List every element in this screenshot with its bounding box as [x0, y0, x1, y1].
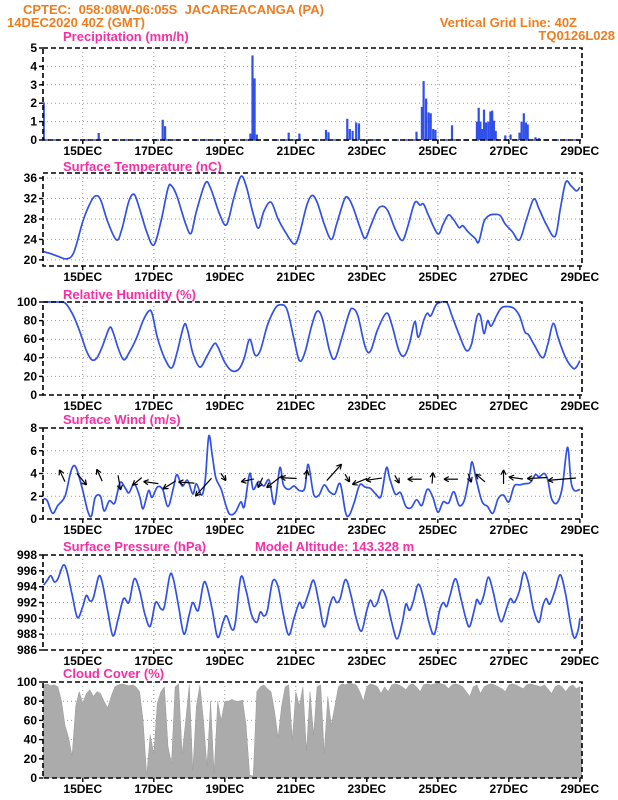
wind-arrow — [430, 473, 435, 484]
precipitation-series — [43, 55, 541, 140]
x-tick-label: 21DEC — [276, 654, 316, 668]
y-tick-label: 2 — [30, 96, 37, 111]
precip-bar — [355, 123, 357, 141]
x-tick-label: 23DEC — [347, 654, 387, 668]
model-altitude-label: Model Altitude: 143.328 m — [255, 539, 415, 554]
precip-bar — [249, 134, 251, 140]
precip-bar — [425, 99, 427, 140]
x-tick-label: 15DEC — [63, 654, 103, 668]
x-tick-label: 21DEC — [276, 144, 316, 158]
wind-arrow — [327, 464, 342, 480]
x-tick-label: 19DEC — [205, 654, 245, 668]
y-tick-label: 3 — [30, 77, 37, 92]
y-tick-label: 20 — [23, 369, 37, 384]
precip-bar — [251, 55, 253, 140]
y-tick-label: 40 — [23, 350, 37, 365]
x-tick-label: 19DEC — [205, 523, 245, 537]
precip-bar — [518, 133, 520, 140]
x-tick-label: 29DEC — [560, 144, 600, 158]
y-tick-label: 6 — [30, 443, 37, 458]
y-tick-label: 100 — [16, 675, 37, 689]
precip-bar — [434, 130, 436, 140]
precip-bar — [523, 113, 525, 140]
panel-title-relative-humidity: Relative Humidity (%) — [63, 287, 196, 302]
precip-bar — [487, 122, 489, 140]
x-tick-label: 19DEC — [205, 144, 245, 158]
precip-bar — [510, 135, 512, 141]
wind-arrow — [395, 475, 400, 483]
y-tick-label: 80 — [23, 694, 37, 709]
precip-bar — [325, 130, 327, 140]
x-tick-label: 19DEC — [205, 270, 245, 284]
y-tick-label: 990 — [16, 611, 37, 626]
precip-bar — [254, 78, 256, 140]
y-tick-label: 998 — [16, 548, 37, 562]
x-tick-label: 27DEC — [489, 399, 529, 413]
precip-bar — [352, 131, 354, 140]
x-tick-label: 29DEC — [560, 523, 600, 537]
x-tick-label: 17DEC — [134, 523, 174, 537]
relative-humidity-line — [44, 301, 580, 371]
precip-bar — [346, 119, 348, 140]
y-tick-label: 0 — [30, 512, 37, 526]
precip-bar — [428, 112, 430, 140]
panel-frame — [43, 48, 582, 140]
y-tick-label: 8 — [30, 421, 37, 435]
grid-line-note: Vertical Grid Line: 40Z — [439, 15, 577, 30]
y-tick-label: 28 — [23, 211, 37, 226]
panel-title-precipitation: Precipitation (mm/h) — [63, 29, 189, 44]
y-tick-label: 80 — [23, 313, 37, 328]
x-tick-label: 27DEC — [489, 523, 529, 537]
model-id: TQ0126L028 — [538, 28, 615, 43]
precip-bar — [451, 125, 453, 140]
precip-bar — [495, 131, 497, 140]
y-tick-label: 0 — [30, 771, 37, 785]
y-tick-label: 36 — [23, 171, 37, 186]
surface-wind-line — [44, 435, 580, 516]
x-tick-label: 15DEC — [63, 523, 103, 537]
x-tick-label: 27DEC — [489, 782, 529, 796]
x-tick-label: 23DEC — [347, 144, 387, 158]
panel-cloud-cover — [17, 675, 600, 796]
y-tick-label: 2 — [30, 489, 37, 504]
y-tick-label: 40 — [23, 732, 37, 747]
y-tick-label: 60 — [23, 332, 37, 347]
precip-bar — [527, 124, 529, 140]
precip-bar — [358, 123, 360, 140]
x-tick-label: 15DEC — [63, 399, 103, 413]
x-tick-label: 23DEC — [347, 523, 387, 537]
x-tick-label: 15DEC — [63, 782, 103, 796]
x-tick-label: 25DEC — [418, 144, 458, 158]
x-tick-label: 29DEC — [560, 399, 600, 413]
x-tick-label: 19DEC — [205, 399, 245, 413]
surface-wind-series — [44, 435, 580, 516]
precip-bar — [98, 133, 100, 140]
wind-arrow — [345, 474, 350, 482]
x-tick-label: 23DEC — [347, 270, 387, 284]
wind-arrow — [501, 470, 506, 484]
x-tick-label: 21DEC — [276, 270, 316, 284]
y-tick-label: 1 — [30, 114, 37, 129]
wind-arrow — [59, 470, 65, 482]
precip-bar — [288, 133, 290, 140]
x-tick-label: 27DEC — [489, 144, 529, 158]
panel-relative-humidity — [17, 295, 600, 413]
panel-surface-pressure — [17, 548, 600, 668]
x-tick-label: 29DEC — [560, 654, 600, 668]
surface-pressure-line — [44, 565, 580, 639]
wind-arrow — [281, 475, 297, 480]
y-tick-label: 24 — [23, 232, 37, 247]
y-tick-label: 0 — [30, 388, 37, 402]
y-tick-label: 4 — [30, 466, 37, 481]
x-tick-label: 15DEC — [63, 270, 103, 284]
precip-bar — [415, 132, 417, 140]
surface-pressure-series — [44, 565, 580, 639]
surface-temperature-series — [44, 176, 580, 259]
y-tick-label: 994 — [16, 579, 37, 594]
precip-bar — [327, 132, 329, 140]
run-datetime: 14DEC2020 40Z (GMT) — [7, 15, 145, 30]
x-tick-label: 15DEC — [63, 144, 103, 158]
wind-arrow — [221, 473, 226, 480]
x-tick-label: 25DEC — [418, 399, 458, 413]
x-tick-label: 25DEC — [418, 782, 458, 796]
precip-bar — [164, 126, 166, 140]
x-tick-label: 21DEC — [276, 782, 316, 796]
x-tick-label: 25DEC — [418, 523, 458, 537]
y-tick-label: 20 — [23, 751, 37, 766]
panel-surface-temperature — [24, 171, 600, 284]
panel-title-surface-pressure: Surface Pressure (hPa) — [63, 539, 207, 554]
wind-arrow — [366, 477, 382, 482]
panel-title-surface-wind: Surface Wind (m/s) — [63, 412, 181, 427]
relative-humidity-series — [44, 301, 580, 371]
x-tick-label: 27DEC — [489, 654, 529, 668]
wind-arrow — [96, 469, 102, 481]
panel-title-surface-temperature: Surface Temperature (nC) — [63, 159, 222, 174]
x-tick-label: 17DEC — [134, 270, 174, 284]
precip-bar — [256, 135, 258, 141]
wind-arrow — [408, 477, 422, 482]
surface-temperature-line — [44, 176, 580, 259]
precip-bar — [521, 122, 523, 140]
precip-bar — [430, 113, 432, 140]
wind-arrow — [144, 480, 159, 485]
panel-frame — [43, 302, 582, 395]
x-tick-label: 21DEC — [276, 523, 316, 537]
x-tick-label: 17DEC — [134, 144, 174, 158]
precip-bar — [162, 120, 164, 140]
y-tick-label: 992 — [16, 595, 37, 610]
x-tick-label: 17DEC — [134, 782, 174, 796]
x-tick-label: 17DEC — [134, 399, 174, 413]
y-tick-label: 988 — [16, 627, 37, 642]
x-tick-label: 29DEC — [560, 782, 600, 796]
precip-bar — [349, 129, 351, 140]
y-tick-label: 986 — [16, 643, 37, 657]
precip-bar — [483, 110, 485, 140]
y-tick-label: 996 — [16, 563, 37, 578]
x-tick-label: 29DEC — [560, 270, 600, 284]
wind-arrow — [132, 478, 141, 486]
x-tick-label: 25DEC — [418, 270, 458, 284]
x-tick-label: 27DEC — [489, 270, 529, 284]
wind-arrow — [509, 475, 523, 480]
x-tick-label: 19DEC — [205, 782, 245, 796]
y-tick-label: 60 — [23, 713, 37, 728]
precip-bar — [298, 134, 300, 140]
panel-precipitation — [30, 41, 599, 158]
precip-bar — [423, 81, 425, 140]
x-tick-label: 25DEC — [418, 654, 458, 668]
x-tick-label: 21DEC — [276, 399, 316, 413]
y-tick-label: 20 — [23, 252, 37, 267]
x-tick-label: 17DEC — [134, 654, 174, 668]
station-header: CPTEC: 058:08W-06:05S JACAREACANGA (PA) — [23, 2, 324, 17]
y-tick-label: 100 — [16, 295, 37, 309]
precip-bar — [485, 123, 487, 141]
y-tick-label: 4 — [30, 59, 37, 74]
y-tick-label: 0 — [30, 133, 37, 147]
y-tick-label: 5 — [30, 41, 37, 55]
cloud-cover-series — [43, 683, 582, 778]
wind-arrow — [77, 473, 87, 484]
x-tick-label: 23DEC — [347, 399, 387, 413]
wind-arrow — [304, 470, 309, 479]
y-tick-label: 32 — [23, 191, 37, 206]
panel-title-cloud-cover: Cloud Cover (%) — [63, 666, 165, 681]
x-tick-label: 23DEC — [347, 782, 387, 796]
cloud-area — [43, 683, 582, 778]
precip-bar — [432, 129, 434, 140]
panel-surface-wind — [30, 421, 599, 537]
wind-arrow — [444, 477, 458, 482]
